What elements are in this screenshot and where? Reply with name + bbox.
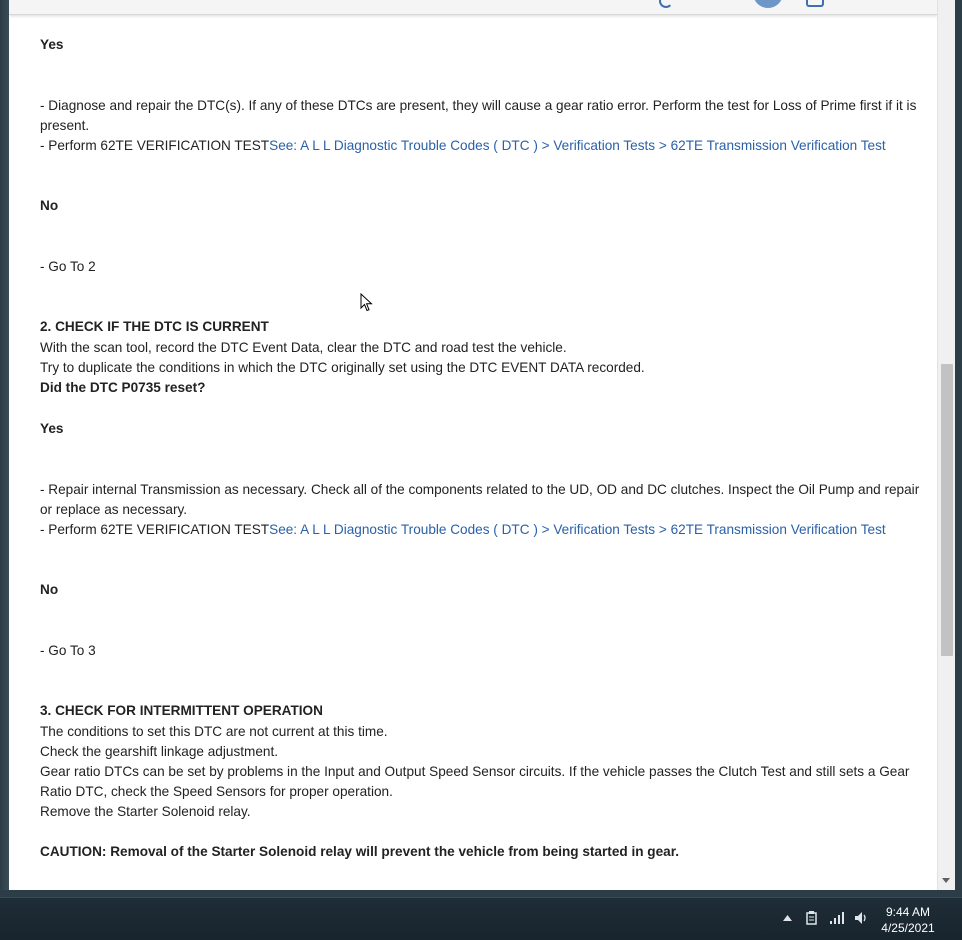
add-note-icon[interactable] [806, 0, 824, 7]
step-3-line-c: Gear ratio DTCs can be set by problems in the Input and Output Speed Sensor circuits. If the vehicle passes the Clutch Test and still sets a Gear Ratio DTC, check the Speed Sensors for proper operation. [40, 764, 910, 799]
system-clock[interactable] [868, 904, 948, 936]
volume-icon[interactable] [854, 911, 868, 925]
scrollbar-thumb[interactable] [941, 364, 953, 656]
step-1-instruction: - Diagnose and repair the DTC(s). If any of these DTCs are present, they will cause a gear ratio error. Perform the test for Loss of Prime first if it is present. [40, 98, 917, 133]
verification-label: - Perform 62TE VERIFICATION TEST [40, 138, 270, 153]
clock-time: 9:44 AM [885, 905, 931, 919]
step-2-verification [40, 520, 886, 540]
step-2-line-a: With the scan tool, record the DTC Event Data, clear the DTC and road test the vehicle. [40, 340, 567, 355]
answer-no-1: No [40, 198, 59, 213]
step-1-verification [40, 136, 886, 156]
action-center-icon[interactable] [805, 910, 819, 926]
clock-date: 4/25/2021 [881, 921, 935, 935]
scroll-down-arrow-icon[interactable] [942, 878, 950, 883]
step-3-line-a: The conditions to set this DTC are not current at this time. [40, 724, 388, 739]
goto-step-3: - Go To 3 [40, 643, 96, 658]
step-2-instruction: - Repair internal Transmission as necessary. Check all of the components related to the UD, OD and DC clutches. Inspect the Oil Pump and repair or replace as necessary. [40, 482, 920, 517]
window-frame-left [0, 0, 9, 897]
show-hidden-icons-chevron-up-icon[interactable] [783, 915, 792, 921]
verification-test-link-2[interactable]: See: A L L Diagnostic Trouble Codes ( DTC ) > Verification Tests > 62TE Transmission Verification Test [269, 522, 886, 537]
verification-label: - Perform 62TE VERIFICATION TEST [40, 522, 270, 537]
step-2-line-b: Try to duplicate the conditions in which the DTC originally set using the DTC EVENT DATA recorded. [40, 360, 645, 375]
answer-no-2: No [40, 582, 59, 597]
step-3-heading: 3. CHECK FOR INTERMITTENT OPERATION [40, 703, 323, 718]
window-frame-right [955, 0, 962, 897]
step-2-heading: 2. CHECK IF THE DTC IS CURRENT [40, 319, 269, 334]
network-signal-icon[interactable] [829, 911, 845, 925]
answer-yes-2: Yes [40, 421, 64, 436]
window-frame-bottom [0, 890, 962, 897]
taskbar [0, 897, 962, 940]
step-3-line-b: Check the gearshift linkage adjustment. [40, 744, 279, 759]
verification-test-link-1[interactable]: See: A L L Diagnostic Trouble Codes ( DTC ) > Verification Tests > 62TE Transmission Verification Test [269, 138, 886, 153]
search-icon[interactable] [659, 0, 673, 8]
app-header [9, 0, 937, 15]
mouse-cursor-icon [360, 293, 374, 313]
vertical-scrollbar[interactable] [937, 0, 956, 890]
step-2-question: Did the DTC P0735 reset? [40, 380, 206, 395]
answer-yes-1: Yes [40, 37, 64, 52]
avatar[interactable] [753, 0, 783, 8]
caution-note: CAUTION: Removal of the Starter Solenoid relay will prevent the vehicle from being started in gear. [40, 844, 680, 859]
step-3-line-d: Remove the Starter Solenoid relay. [40, 804, 251, 819]
content-area [9, 0, 937, 890]
goto-step-2: - Go To 2 [40, 259, 96, 274]
